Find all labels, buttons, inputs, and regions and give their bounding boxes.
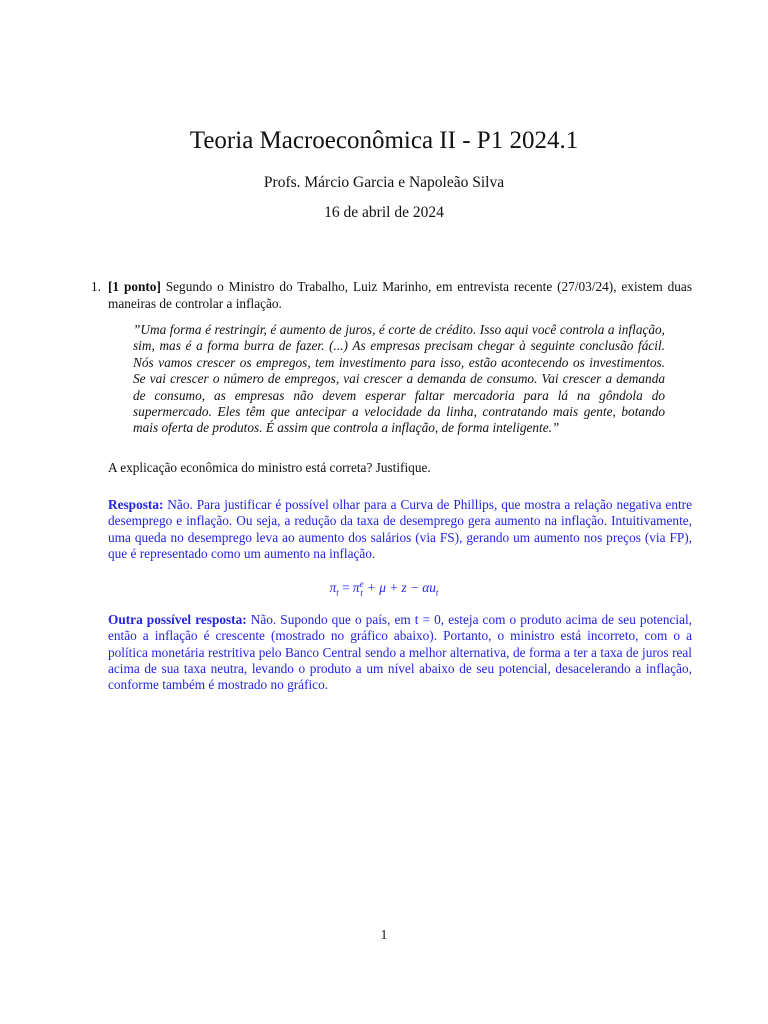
equation-rest: + μ + z − αu	[363, 580, 436, 595]
question-prompt: A explicação econômica do ministro está correta? Justifique.	[108, 460, 431, 475]
equation-expected-sup: e	[359, 578, 364, 589]
answer-2-label: Outra possível resposta:	[108, 612, 247, 627]
page-number: 1	[380, 927, 388, 942]
document-title: Teoria Macroeconômica II - P1 2024.1	[189, 127, 579, 154]
answer-2-text: Não. Supondo que o país, em t = 0, esteja com o produto acima de seu potencial, então a inflação é crescente (mostrado no gráfico abaixo). Portanto, o ministro está incorreto, com o a política monetária restritiva pelo Banco Central sendo a melhor alternativa, de forma a ter a taxa de juros real acima de sua taxa neutra, levando o produto a um nível abaixo de seu potencial, desacelerando a inflação, conforme também é mostrado no gráfico.	[108, 612, 692, 693]
equation-lhs: π	[329, 580, 337, 595]
phillips-equation	[0, 579, 768, 602]
equation-equals: =	[338, 580, 353, 595]
equation-lhs-sub: t	[336, 587, 339, 598]
question-points: [1 ponto]	[108, 279, 161, 294]
answer-2	[108, 612, 692, 693]
equation-rest-sub: t	[435, 587, 439, 598]
answer-1-label: Resposta:	[108, 497, 164, 512]
equation-expected-inflation: π	[352, 580, 360, 595]
equation-expected-sub: t	[360, 587, 363, 598]
answer-1-text: Não. Para justificar é possível olhar para a Curva de Phillips, que mostra a relação negativa entre desemprego e inflação. Ou seja, a redução da taxa de desemprego gera aumento na inflação. Intuitivamente, uma queda no desemprego leva ao aumento dos salários (via FS), gerando um aumento nos preços (via FP), que é representado como um aumento na inflação.	[108, 497, 692, 561]
answer-1	[108, 497, 692, 562]
question-intro	[108, 279, 692, 312]
question-intro-text: Segundo o Ministro do Trabalho, Luiz Marinho, em entrevista recente (27/03/24), existem duas maneiras de controlar a inflação.	[108, 279, 692, 311]
document-authors: Profs. Márcio Garcia e Napoleão Silva	[263, 174, 505, 191]
document-date: 16 de abril de 2024	[324, 204, 444, 221]
question-number: 1.	[91, 279, 101, 294]
minister-quote: ”Uma forma é restringir, é aumento de juros, é corte de crédito. Isso aqui você controla a inflação, sim, mas é a forma burra de fazer. (...) As empresas precisam chegar à seguinte conclusão fácil. Nós vamos crescer os empregos, tem investimento para isso, estão acontecendo os investimentos. Se vai crescer o número de empregos, vai crescer a demanda de consumo. Vai crescer a demanda de consumo, as empresas não devem esperar faltar mercadoria para lá na gôndola do supermercado. Eles têm que antecipar a velocidade da linha, contratando mais gente, botando mais oferta de produtos. É assim que controla a inflação, de forma inteligente.”	[133, 322, 665, 436]
